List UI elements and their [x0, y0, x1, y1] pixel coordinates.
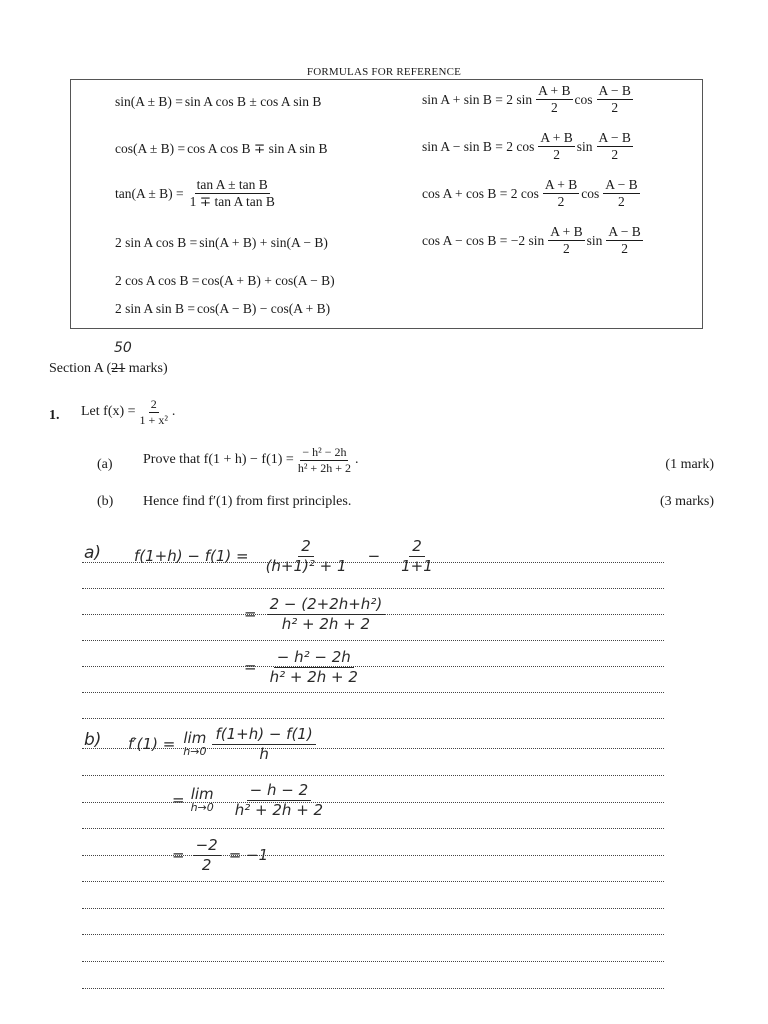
answer-dotted-line — [82, 692, 664, 693]
answer-dotted-line — [82, 881, 664, 882]
formula-lhs: cos A + cos B = 2 cos — [422, 185, 539, 201]
part-a-marks: (1 mark) — [665, 457, 714, 472]
hw-b-line3-frac — [193, 837, 221, 873]
hw-a-line1 — [134, 538, 436, 574]
fraction-denominator: 2 — [621, 241, 628, 257]
answer-dotted-line — [82, 908, 664, 909]
fraction-denominator: 2 — [611, 147, 619, 163]
fraction-numerator: 2 — [409, 538, 425, 557]
formula-lhs: tan(A ± B) = — [115, 185, 184, 201]
answer-dotted-line — [82, 988, 664, 989]
part-b-label: (b) — [97, 494, 114, 509]
part-a-prompt: Prove that f(1 + h) − f(1) = — [143, 452, 294, 468]
answer-dotted-line — [82, 718, 664, 719]
hw-b-line1 — [128, 726, 316, 762]
hw-equals: = — [172, 846, 185, 864]
hw-lim-word: lim — [183, 729, 207, 747]
fraction-numerator: A + B — [538, 131, 574, 147]
fraction-denominator: 1 + x² — [139, 412, 168, 427]
hw-lim-sub: h→0 — [190, 801, 214, 814]
stem-text: Let f(x) = — [81, 404, 136, 420]
hw-lim-word: lim — [190, 785, 214, 803]
fraction-denominator: 2 — [563, 241, 570, 257]
hw-lim-sub: h→0 — [183, 745, 207, 758]
fraction-denominator: 2 — [553, 147, 560, 163]
fraction-denominator: 1 ∓ tan A tan B — [189, 194, 275, 210]
handwritten-marks-correction: 50 — [114, 340, 132, 356]
fraction-denominator: 1+1 — [401, 556, 433, 575]
fraction-denominator: 2 — [618, 194, 625, 210]
hw-b-line3 — [172, 837, 268, 873]
hw-a-line1-minus: − — [367, 547, 381, 565]
fraction-denominator: 2 — [201, 855, 212, 874]
formula-mid: cos — [581, 185, 600, 201]
hw-part-b-label: b) — [84, 730, 102, 750]
part-a-end: . — [354, 452, 359, 468]
formula-mid: cos — [574, 91, 593, 107]
formula-lhs: sin(A ± B) = — [115, 94, 183, 109]
formula-rhs: cos(A − B) − cos(A + B) — [197, 301, 331, 316]
fraction-denominator: h² + 2h + 2 — [269, 667, 358, 686]
hw-b-line2-frac — [232, 782, 326, 818]
fraction-numerator: 2 — [150, 397, 157, 411]
answer-dotted-line — [82, 934, 664, 935]
answer-dotted-line — [82, 640, 664, 641]
formula-rhs: sin(A + B) + sin(A − B) — [199, 235, 328, 250]
answer-dotted-line — [82, 775, 664, 776]
fraction-numerator: − h² − 2h — [302, 445, 347, 459]
hw-limit — [183, 731, 206, 757]
stem-end: . — [171, 404, 176, 420]
hw-b-line1-lhs: f′(1) = — [128, 735, 176, 753]
fraction-numerator: A + B — [543, 178, 579, 194]
formula-lhs: sin A + sin B = 2 sin — [422, 91, 533, 107]
formula-lhs: cos A − cos B = −2 sin — [422, 232, 545, 248]
answer-dotted-line — [82, 828, 664, 829]
formula-lhs: 2 sin A sin B = — [115, 301, 196, 316]
fraction-numerator: A + B — [548, 225, 584, 241]
hw-a-line1-frac1 — [263, 538, 350, 574]
question-number: 1. — [49, 408, 60, 423]
hw-a-line1-lhs: f(1+h) − f(1) = — [134, 547, 249, 565]
fraction-denominator: h — [259, 744, 269, 763]
formula-mid: sin — [586, 232, 603, 248]
hw-b-result: = −1 — [228, 846, 269, 864]
section-title-prefix: Section A ( — [49, 361, 112, 376]
hw-a-line2-frac — [267, 596, 386, 632]
formula-rhs: cos A cos B ∓ sin A sin B — [187, 141, 328, 156]
section-title-suffix: marks) — [125, 361, 168, 376]
fraction-denominator: 2 — [550, 100, 558, 116]
hw-a-line3-frac — [267, 649, 361, 685]
fraction-denominator: h² + 2h + 2 — [297, 460, 351, 475]
hw-a-line1-frac2 — [398, 538, 436, 574]
fraction-numerator: f(1+h) − f(1) — [212, 726, 315, 745]
fraction-numerator: A − B — [606, 225, 642, 241]
fraction-numerator: tan A ± tan B — [195, 178, 270, 194]
formula-lhs: 2 cos A cos B = — [115, 273, 200, 288]
formula-box-title: FORMULAS FOR REFERENCE — [306, 66, 462, 78]
hw-limit — [191, 787, 214, 813]
hw-b-line2 — [172, 782, 326, 818]
fraction-denominator: 2 — [611, 100, 619, 116]
fraction-numerator: − h² − 2h — [274, 649, 354, 668]
part-a-label: (a) — [97, 457, 113, 472]
fraction-numerator: A − B — [603, 178, 639, 194]
fraction-denominator: 2 — [557, 194, 565, 210]
answer-lines — [82, 0, 664, 1024]
fraction-numerator: 2 — [298, 538, 314, 557]
formula-lhs: cos(A ± B) = — [115, 141, 186, 156]
part-b-marks: (3 marks) — [659, 494, 714, 509]
hw-b-line1-frac — [212, 726, 315, 762]
formula-mid: sin — [576, 138, 593, 154]
fraction-denominator: h² + 2h + 2 — [234, 800, 324, 819]
hw-part-a-label: a) — [84, 543, 102, 563]
fraction-numerator: A − B — [597, 84, 633, 100]
fraction-numerator: −2 — [193, 837, 221, 856]
answer-dotted-line — [82, 961, 664, 962]
answer-dotted-line — [82, 666, 664, 667]
fraction-numerator: A − B — [597, 131, 633, 147]
part-b-text: Hence find f′(1) from first principles. — [143, 494, 352, 509]
fraction-numerator: 2 − (2+2h+h²) — [267, 596, 386, 615]
hw-equals: = — [244, 658, 257, 676]
formula-rhs: cos(A + B) + cos(A − B) — [201, 273, 335, 288]
answer-dotted-line — [82, 802, 664, 803]
formula-lhs: sin A − sin B = 2 cos — [422, 138, 535, 154]
fraction-denominator: (h+1)² + 1 — [265, 556, 347, 575]
answer-dotted-line — [82, 855, 664, 856]
hw-a-line2 — [244, 596, 385, 632]
hw-equals: = — [172, 791, 185, 809]
hw-equals: = — [244, 605, 257, 623]
formula-lhs: 2 sin A cos B = — [115, 235, 198, 250]
answer-dotted-line — [82, 588, 664, 589]
hw-a-line3 — [244, 649, 361, 685]
fraction-denominator: h² + 2h + 2 — [281, 614, 371, 633]
section-struck-marks: 21 — [111, 361, 126, 376]
fraction-numerator: A + B — [536, 84, 572, 100]
formula-rhs: sin A cos B ± cos A sin B — [184, 94, 322, 109]
fraction-numerator: − h − 2 — [247, 782, 312, 801]
